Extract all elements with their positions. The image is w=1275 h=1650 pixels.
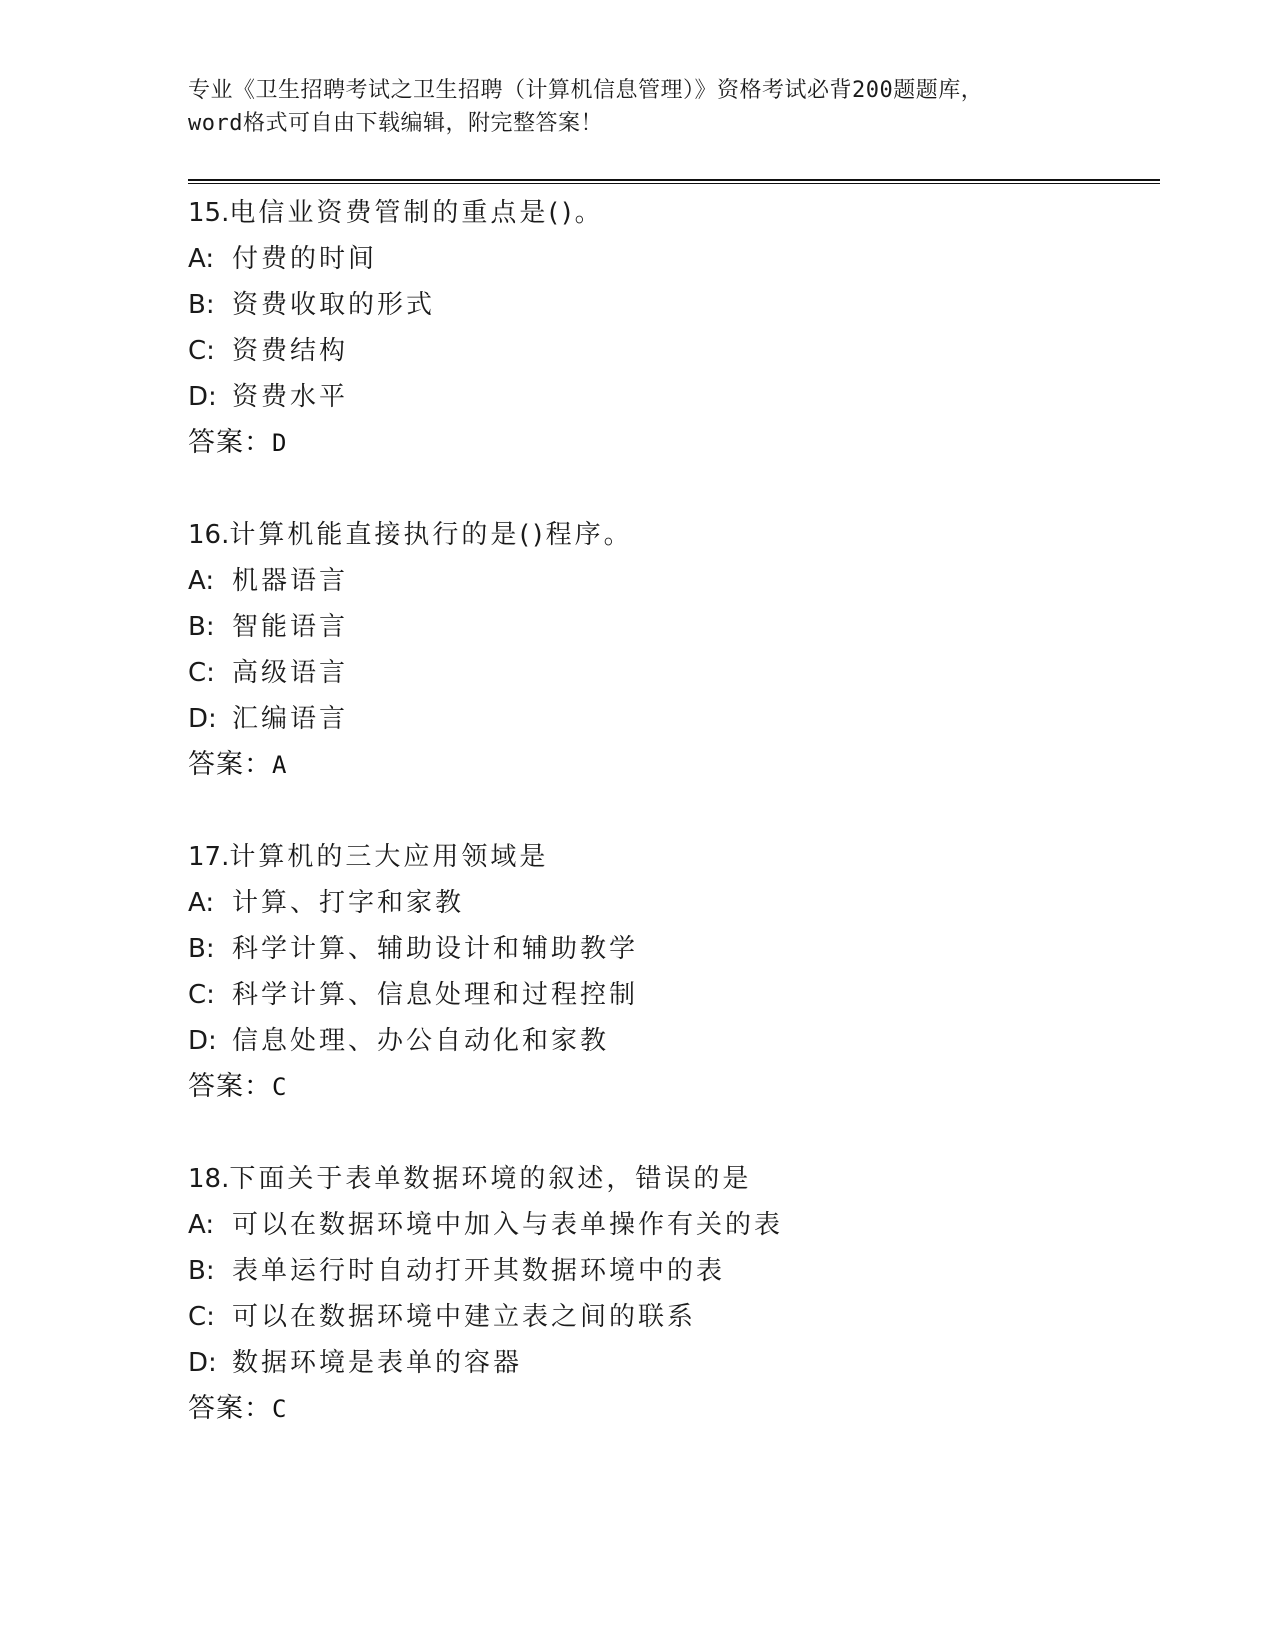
question-stem [188, 190, 1148, 236]
option-key: A: [188, 566, 215, 596]
option-text: 可以在数据环境中加入与表单操作有关的表 [232, 1210, 784, 1240]
option-key: C: [188, 980, 215, 1010]
option-text: 计算、打字和家教 [232, 888, 465, 918]
answer-line [188, 1386, 1148, 1432]
answer-line [188, 420, 1148, 466]
option-key: D: [188, 382, 217, 412]
option-text: 可以在数据环境中建立表之间的联系 [232, 1302, 697, 1332]
option-text: 智能语言 [232, 612, 349, 642]
option-text: 资费结构 [232, 336, 349, 366]
question-text: 计算机的三大应用领域是 [229, 842, 549, 872]
question-list [188, 190, 1148, 1478]
option-text: 表单运行时自动打开其数据环境中的表 [232, 1256, 726, 1286]
question-number: 17. [188, 842, 230, 872]
question-text: 下面关于表单数据环境的叙述，错误的是 [229, 1164, 752, 1194]
option-text: 数据环境是表单的容器 [232, 1348, 523, 1378]
question-number: 15. [188, 198, 230, 228]
answer-value: C [272, 1395, 287, 1423]
answer-value: C [272, 1073, 287, 1101]
option-text: 付费的时间 [232, 244, 378, 274]
answer-line [188, 742, 1148, 788]
option-key: C: [188, 336, 215, 366]
option-b [188, 282, 1148, 328]
option-key: D: [188, 704, 217, 734]
option-c [188, 328, 1148, 374]
question-18 [188, 1156, 1148, 1432]
option-key: A: [188, 888, 215, 918]
question-stem [188, 1156, 1148, 1202]
document-header [188, 74, 1088, 140]
option-key: B: [188, 612, 215, 642]
answer-label: 答案： [188, 1071, 272, 1102]
option-b [188, 604, 1148, 650]
option-text: 汇编语言 [232, 704, 349, 734]
option-key: D: [188, 1348, 217, 1378]
option-c [188, 650, 1148, 696]
question-text: 电信业资费管制的重点是()。 [229, 198, 604, 228]
option-key: B: [188, 1256, 215, 1286]
option-text: 资费水平 [232, 382, 349, 412]
option-text: 信息处理、办公自动化和家教 [232, 1026, 610, 1056]
question-15 [188, 190, 1148, 466]
option-d [188, 1018, 1148, 1064]
answer-value: A [272, 751, 287, 779]
option-a [188, 236, 1148, 282]
question-17 [188, 834, 1148, 1110]
question-number: 18. [188, 1164, 230, 1194]
question-stem [188, 512, 1148, 558]
option-b [188, 926, 1148, 972]
option-text: 科学计算、辅助设计和辅助教学 [232, 934, 639, 964]
answer-label: 答案： [188, 1393, 272, 1424]
option-key: B: [188, 934, 215, 964]
answer-label: 答案： [188, 749, 272, 780]
header-divider [188, 179, 1160, 184]
answer-label: 答案： [188, 427, 272, 458]
question-16 [188, 512, 1148, 788]
option-text: 机器语言 [232, 566, 349, 596]
option-d [188, 696, 1148, 742]
option-a [188, 1202, 1148, 1248]
option-key: B: [188, 290, 215, 320]
option-key: C: [188, 658, 215, 688]
option-c [188, 1294, 1148, 1340]
option-a [188, 880, 1148, 926]
option-a [188, 558, 1148, 604]
option-c [188, 972, 1148, 1018]
answer-line [188, 1064, 1148, 1110]
option-key: D: [188, 1026, 217, 1056]
option-text: 高级语言 [232, 658, 349, 688]
question-text: 计算机能直接执行的是()程序。 [229, 520, 633, 550]
answer-value: D [272, 429, 287, 457]
option-key: C: [188, 1302, 215, 1332]
header-title-line-1: 专业《卫生招聘考试之卫生招聘（计算机信息管理）》资格考试必背200题题库， [188, 78, 984, 103]
option-text: 科学计算、信息处理和过程控制 [232, 980, 639, 1010]
header-title-line-2: word格式可自由下载编辑，附完整答案！ [188, 111, 603, 136]
question-stem [188, 834, 1148, 880]
option-b [188, 1248, 1148, 1294]
option-key: A: [188, 1210, 215, 1240]
option-text: 资费收取的形式 [232, 290, 436, 320]
option-key: A: [188, 244, 215, 274]
option-d [188, 374, 1148, 420]
option-d [188, 1340, 1148, 1386]
question-number: 16. [188, 520, 230, 550]
